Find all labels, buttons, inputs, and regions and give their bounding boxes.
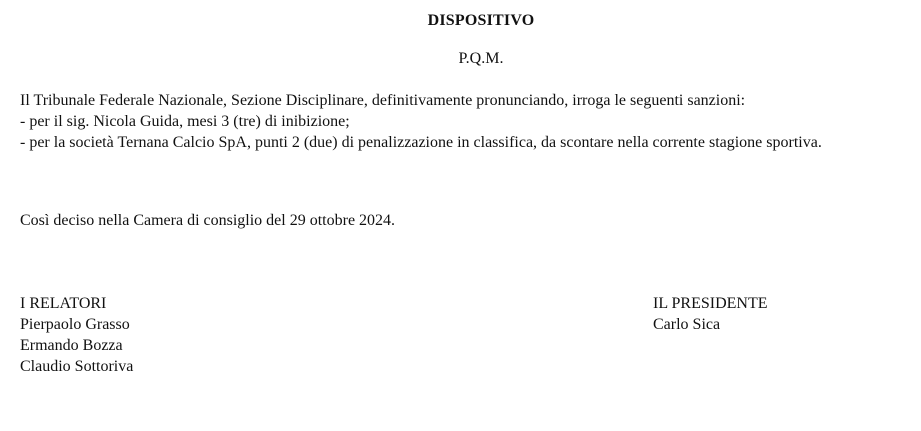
- sanction-item: - per la società Ternana Calcio SpA, punti 2 (due) di penalizzazione in classifica, da scontare nella corrente stagione sportiva.: [20, 134, 822, 151]
- sanction-item: - per il sig. Nicola Guida, mesi 3 (tre) di inibizione;: [20, 113, 350, 130]
- relatori-signature-block: [20, 293, 133, 377]
- document-subtitle: P.Q.M.: [458, 50, 504, 67]
- relatore-name: Pierpaolo Grasso: [20, 316, 130, 333]
- presidente-name: Carlo Sica: [653, 316, 721, 333]
- presidente-label: IL PRESIDENTE: [653, 295, 768, 312]
- document-title: DISPOSITIVO: [427, 12, 535, 29]
- relatori-label: I RELATORI: [20, 295, 107, 312]
- presidente-signature-block: [653, 293, 768, 335]
- relatore-name: Claudio Sottoriva: [20, 358, 134, 375]
- relatore-name: Ermando Bozza: [20, 337, 123, 354]
- ruling-text: [20, 90, 822, 153]
- closing-statement: Così deciso nella Camera di consiglio del 29 ottobre 2024.: [20, 212, 396, 229]
- ruling-intro: Il Tribunale Federale Nazionale, Sezione Disciplinare, definitivamente pronunciando, irroga le seguenti sanzioni:: [20, 92, 746, 109]
